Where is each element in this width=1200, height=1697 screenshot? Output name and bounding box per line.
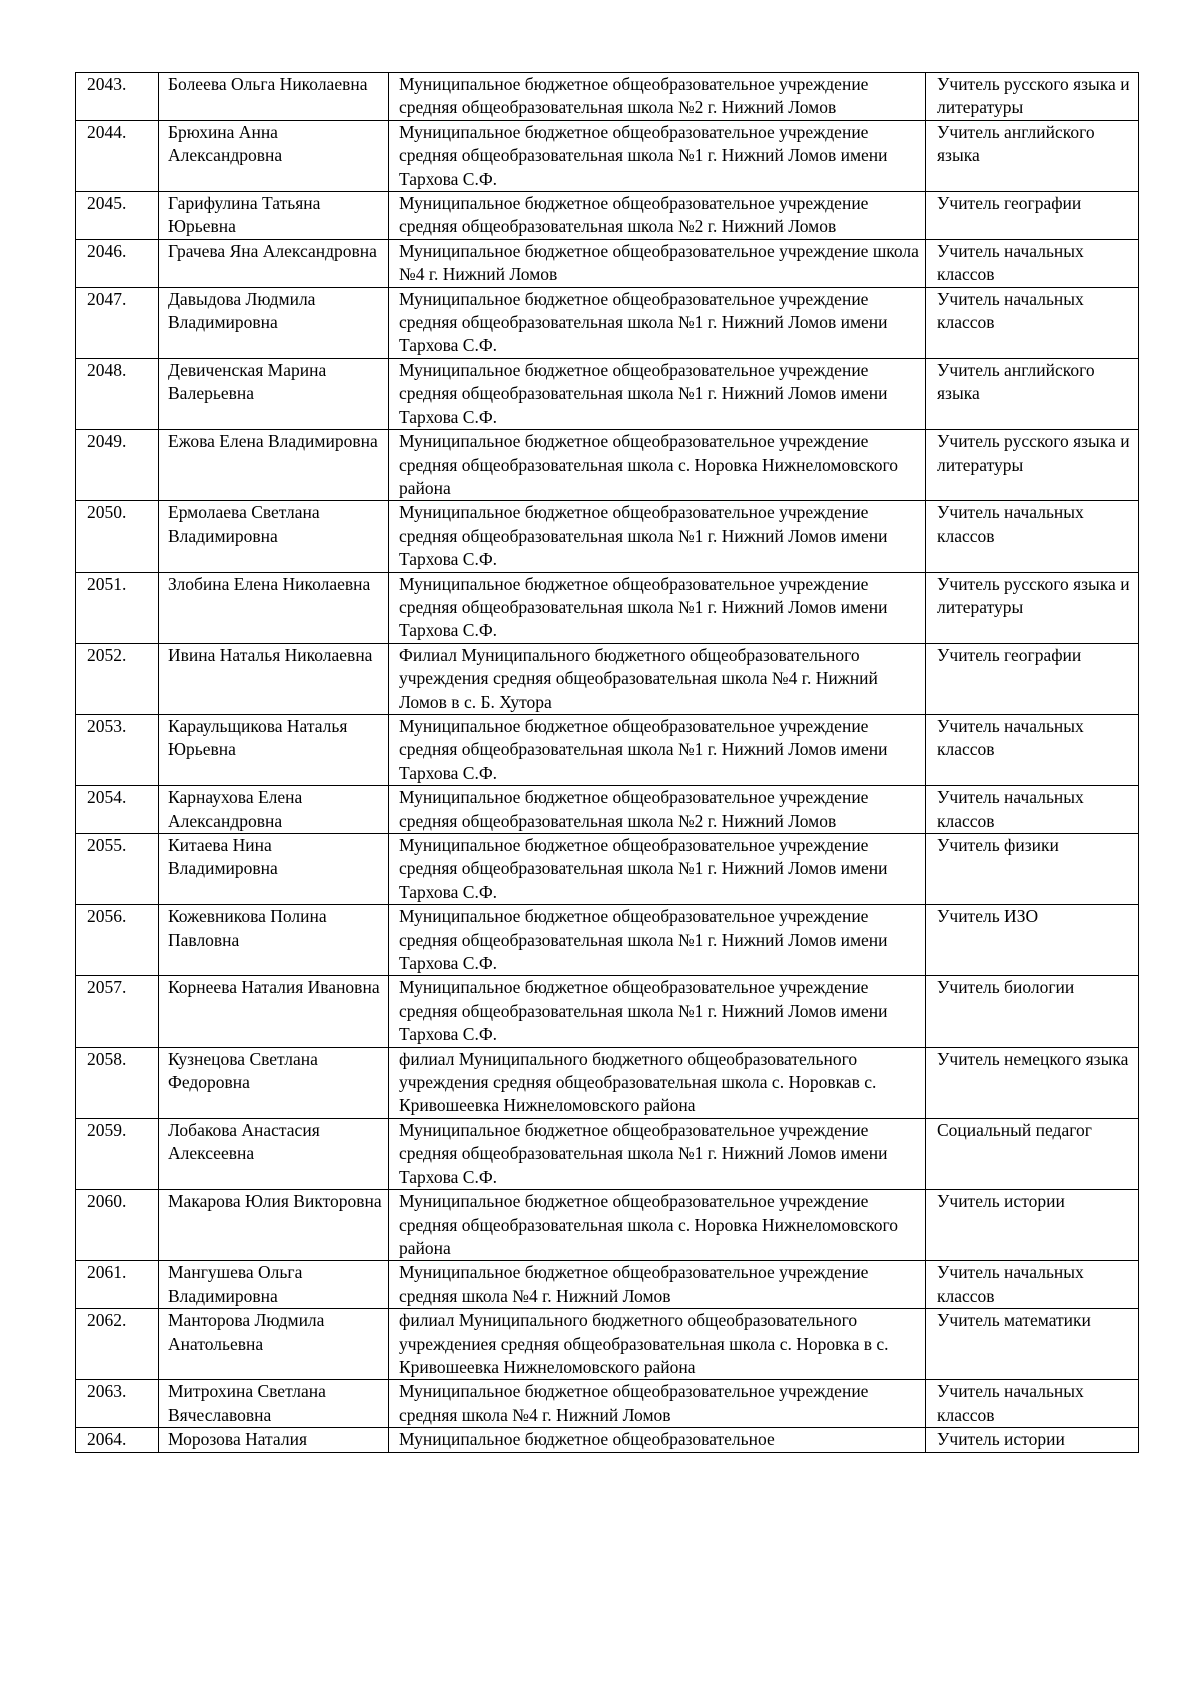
teacher-name: Девиченская Марина Валерьевна (159, 358, 389, 429)
row-number: 2060. (76, 1190, 159, 1261)
table-body (76, 73, 1139, 1453)
teacher-position: Учитель начальных классов (926, 714, 1139, 785)
table-row (76, 786, 1139, 834)
teacher-name: Лобакова Анастасия Алексеевна (159, 1118, 389, 1189)
row-number: 2059. (76, 1118, 159, 1189)
row-number: 2053. (76, 714, 159, 785)
teacher-position: Социальный педагог (926, 1118, 1139, 1189)
staff-table (75, 72, 1139, 1453)
teacher-position: Учитель начальных классов (926, 786, 1139, 834)
row-number: 2047. (76, 287, 159, 358)
table-row (76, 1428, 1139, 1452)
row-number: 2050. (76, 501, 159, 572)
row-number: 2055. (76, 834, 159, 905)
teacher-name: Брюхина Анна Александровна (159, 120, 389, 191)
institution-name: филиал Муниципального бюджетного общеобразовательного учреждения средняя общеобразовательная школа с. Норовкав с. Кривошеевка Нижнеломовского района (389, 1047, 926, 1118)
table-row (76, 1118, 1139, 1189)
institution-name: Муниципальное бюджетное общеобразовательное учреждение средняя общеобразовательная школа №2 г. Нижний Ломов (389, 786, 926, 834)
table-row (76, 1380, 1139, 1428)
institution-name: Муниципальное бюджетное общеобразовательное учреждение средняя общеобразовательная школа №1 г. Нижний Ломов имени Тархова С.Ф. (389, 358, 926, 429)
institution-name: Муниципальное бюджетное общеобразовательное учреждение средняя общеобразовательная школа №1 г. Нижний Ломов имени Тархова С.Ф. (389, 976, 926, 1047)
teacher-position: Учитель русского языка и литературы (926, 73, 1139, 121)
teacher-name: Давыдова Людмила Владимировна (159, 287, 389, 358)
teacher-name: Морозова Наталия (159, 1428, 389, 1452)
teacher-name: Грачева Яна Александровна (159, 239, 389, 287)
table-row (76, 572, 1139, 643)
table-row (76, 501, 1139, 572)
teacher-name: Кожевникова Полина Павловна (159, 905, 389, 976)
teacher-name: Корнеева Наталия Ивановна (159, 976, 389, 1047)
institution-name: Муниципальное бюджетное общеобразовательное учреждение средняя общеобразовательная школа №1 г. Нижний Ломов имени Тархова С.Ф. (389, 120, 926, 191)
teacher-position: Учитель русского языка и литературы (926, 572, 1139, 643)
row-number: 2043. (76, 73, 159, 121)
institution-name: Муниципальное бюджетное общеобразовательное учреждение средняя общеобразовательная школа с. Норовка Нижнеломовского района (389, 430, 926, 501)
teacher-position: Учитель биологии (926, 976, 1139, 1047)
teacher-name: Болеева Ольга Николаевна (159, 73, 389, 121)
teacher-position: Учитель географии (926, 192, 1139, 240)
table-row (76, 1047, 1139, 1118)
teacher-name: Ивина Наталья Николаевна (159, 643, 389, 714)
row-number: 2045. (76, 192, 159, 240)
teacher-name: Китаева Нина Владимировна (159, 834, 389, 905)
teacher-name: Митрохина Светлана Вячеславовна (159, 1380, 389, 1428)
teacher-position: Учитель истории (926, 1190, 1139, 1261)
institution-name: Филиал Муниципального бюджетного общеобразовательного учреждения средняя общеобразовательная школа №4 г. Нижний Ломов в с. Б. Хутора (389, 643, 926, 714)
teacher-name: Манторова Людмила Анатольевна (159, 1309, 389, 1380)
table-row (76, 1309, 1139, 1380)
table-row (76, 192, 1139, 240)
teacher-name: Макарова Юлия Викторовна (159, 1190, 389, 1261)
teacher-position: Учитель географии (926, 643, 1139, 714)
institution-name: филиал Муниципального бюджетного общеобразовательного учреждениея средняя общеобразовательная школа с. Норовка в с. Кривошеевка Нижнеломовского района (389, 1309, 926, 1380)
teacher-name: Карнаухова Елена Александровна (159, 786, 389, 834)
teacher-position: Учитель английского языка (926, 120, 1139, 191)
teacher-name: Ежова Елена Владимировна (159, 430, 389, 501)
teacher-name: Кузнецова Светлана Федоровна (159, 1047, 389, 1118)
row-number: 2056. (76, 905, 159, 976)
institution-name: Муниципальное бюджетное общеобразовательное учреждение средняя общеобразовательная школа №1 г. Нижний Ломов имени Тархова С.Ф. (389, 1118, 926, 1189)
table-row (76, 120, 1139, 191)
teacher-name: Караульщикова Наталья Юрьевна (159, 714, 389, 785)
institution-name: Муниципальное бюджетное общеобразовательное учреждение средняя общеобразовательная школа №1 г. Нижний Ломов имени Тархова С.Ф. (389, 572, 926, 643)
table-row (76, 73, 1139, 121)
teacher-name: Ермолаева Светлана Владимировна (159, 501, 389, 572)
row-number: 2064. (76, 1428, 159, 1452)
teacher-position: Учитель начальных классов (926, 239, 1139, 287)
row-number: 2049. (76, 430, 159, 501)
table-row (76, 430, 1139, 501)
institution-name: Муниципальное бюджетное общеобразовательное учреждение средняя общеобразовательная школа №1 г. Нижний Ломов имени Тархова С.Ф. (389, 287, 926, 358)
institution-name: Муниципальное бюджетное общеобразовательное учреждение средняя школа №4 г. Нижний Ломов (389, 1380, 926, 1428)
row-number: 2051. (76, 572, 159, 643)
institution-name: Муниципальное бюджетное общеобразовательное учреждение средняя общеобразовательная школа №2 г. Нижний Ломов (389, 192, 926, 240)
row-number: 2054. (76, 786, 159, 834)
table-row (76, 287, 1139, 358)
teacher-position: Учитель математики (926, 1309, 1139, 1380)
table-row (76, 1261, 1139, 1309)
teacher-name: Мангушева Ольга Владимировна (159, 1261, 389, 1309)
table-row (76, 1190, 1139, 1261)
table-row (76, 834, 1139, 905)
table-row (76, 714, 1139, 785)
teacher-position: Учитель немецкого языка (926, 1047, 1139, 1118)
table-row (76, 358, 1139, 429)
institution-name: Муниципальное бюджетное общеобразовательное учреждение средняя общеобразовательная школа №1 г. Нижний Ломов имени Тархова С.Ф. (389, 905, 926, 976)
teacher-position: Учитель начальных классов (926, 1380, 1139, 1428)
teacher-position: Учитель русского языка и литературы (926, 430, 1139, 501)
teacher-position: Учитель истории (926, 1428, 1139, 1452)
teacher-position: Учитель начальных классов (926, 287, 1139, 358)
row-number: 2062. (76, 1309, 159, 1380)
teacher-position: Учитель ИЗО (926, 905, 1139, 976)
row-number: 2063. (76, 1380, 159, 1428)
row-number: 2058. (76, 1047, 159, 1118)
row-number: 2057. (76, 976, 159, 1047)
teacher-position: Учитель физики (926, 834, 1139, 905)
row-number: 2052. (76, 643, 159, 714)
table-row (76, 239, 1139, 287)
row-number: 2048. (76, 358, 159, 429)
institution-name: Муниципальное бюджетное общеобразовательное учреждение средняя общеобразовательная школа №1 г. Нижний Ломов имени Тархова С.Ф. (389, 501, 926, 572)
row-number: 2061. (76, 1261, 159, 1309)
institution-name: Муниципальное бюджетное общеобразовательное учреждение средняя школа №4 г. Нижний Ломов (389, 1261, 926, 1309)
table-row (76, 976, 1139, 1047)
table-row (76, 905, 1139, 976)
table-row (76, 643, 1139, 714)
teacher-position: Учитель английского языка (926, 358, 1139, 429)
row-number: 2046. (76, 239, 159, 287)
teacher-name: Гарифулина Татьяна Юрьевна (159, 192, 389, 240)
institution-name: Муниципальное бюджетное общеобразовательное учреждение средняя общеобразовательная школа №1 г. Нижний Ломов имени Тархова С.Ф. (389, 834, 926, 905)
institution-name: Муниципальное бюджетное общеобразовательное учреждение школа №4 г. Нижний Ломов (389, 239, 926, 287)
institution-name: Муниципальное бюджетное общеобразовательное учреждение средняя общеобразовательная школа №1 г. Нижний Ломов имени Тархова С.Ф. (389, 714, 926, 785)
row-number: 2044. (76, 120, 159, 191)
teacher-position: Учитель начальных классов (926, 501, 1139, 572)
teacher-position: Учитель начальных классов (926, 1261, 1139, 1309)
institution-name: Муниципальное бюджетное общеобразовательное учреждение средняя общеобразовательная школа с. Норовка Нижнеломовского района (389, 1190, 926, 1261)
institution-name: Муниципальное бюджетное общеобразовательное учреждение средняя общеобразовательная школа №2 г. Нижний Ломов (389, 73, 926, 121)
teacher-name: Злобина Елена Николаевна (159, 572, 389, 643)
institution-name: Муниципальное бюджетное общеобразовательное (389, 1428, 926, 1452)
